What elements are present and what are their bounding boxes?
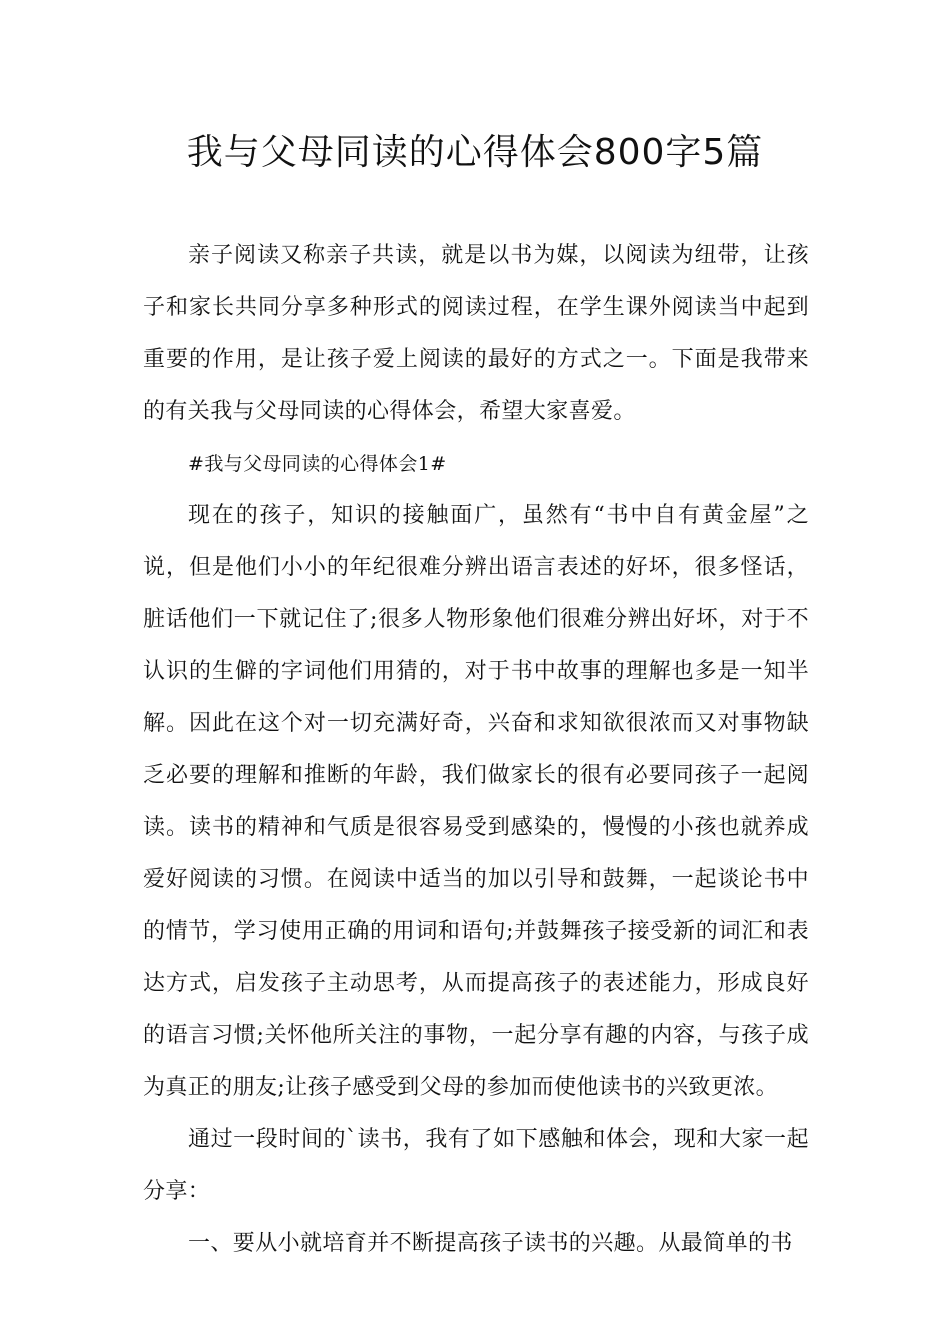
body-paragraph: 一、要从小就培育并不断提高孩子读书的兴趣。从最简单的书: [188, 1231, 793, 1256]
document-body: [143, 230, 809, 1270]
body-paragraph: 通过一段时间的`读书，我有了如下感触和体会，现和大家一起分享：: [143, 1127, 809, 1204]
document-title: 我与父母同读的心得体会800字5篇: [186, 132, 764, 173]
intro-paragraph: 亲子阅读又称亲子共读，就是以书为媒，以阅读为纽带，让孩子和家长共同分享多种形式的阅读过程，在学生课外阅读当中起到重要的作用，是让孩子爱上阅读的最好的方式之一。下面是我带来的有关我与父母同读的心得体会，希望大家喜爱。: [143, 243, 809, 424]
body-paragraph: 现在的孩子，知识的接触面广，虽然有“书中自有黄金屋”之说，但是他们小小的年纪很难分辨出语言表述的好坏，很多怪话，脏话他们一下就记住了;很多人物形象他们很难分辨出好坏，对于不认识的生僻的字词他们用猜的，对于书中故事的理解也多是一知半解。因此在这个对一切充满好奇，兴奋和求知欲很浓而又对事物缺乏必要的理解和推断的年龄，我们做家长的很有必要同孩子一起阅读。读书的精神和气质是很容易受到感染的，慢慢的小孩也就养成爱好阅读的习惯。在阅读中适当的加以引导和鼓舞，一起谈论书中的情节，学习使用正确的用词和语句;并鼓舞孩子接受新的词汇和表达方式，启发孩子主动思考，从而提高孩子的表述能力，形成良好的语言习惯;关怀他所关注的事物，一起分享有趣的内容，与孩子成为真正的朋友;让孩子感受到父母的参加而使他读书的兴致更浓。: [143, 503, 809, 1100]
section-heading: #我与父母同读的心得体会1#: [188, 453, 447, 475]
